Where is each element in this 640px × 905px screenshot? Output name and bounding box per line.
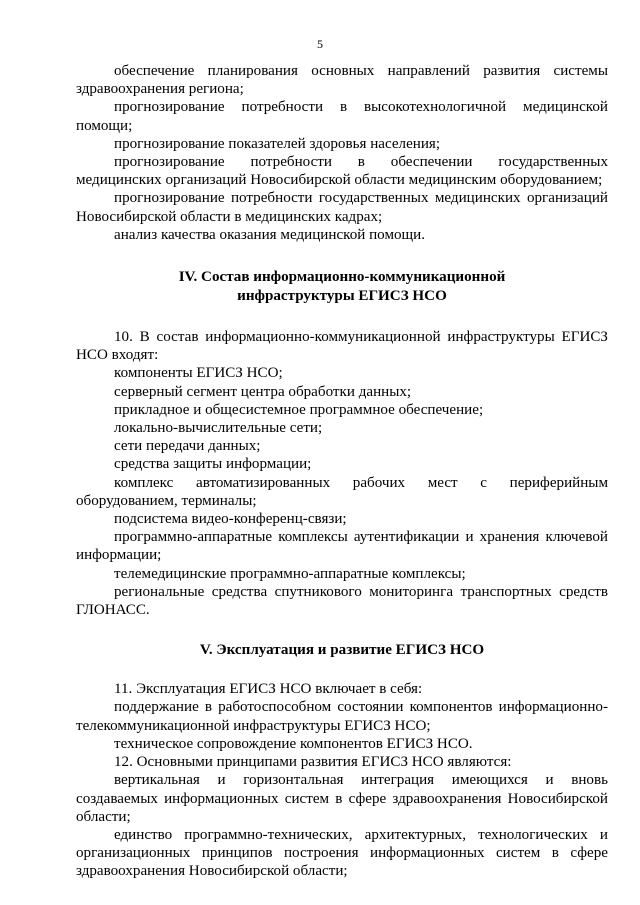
paragraph: 11. Эксплуатация ЕГИСЗ НСО включает в себя: (114, 681, 423, 698)
infrastructure-list (76, 328, 608, 619)
section-5-heading (76, 641, 608, 660)
paragraph: подсистема видео-конференц-связи; (114, 511, 347, 528)
paragraph: региональные средства спутникового мониторинга транспортных средств ГЛОНАСС. (76, 583, 608, 619)
paragraph: комплекс автоматизированных рабочих мест с периферийным оборудованием, терминалы; (76, 474, 608, 509)
paragraph: локально-вычислительные сети; (114, 420, 323, 437)
paragraph: прогнозирование потребности в обеспечении государственных медицинских организаций Новосибирской области медицинским оборудованием; (76, 154, 608, 189)
paragraph: прогнозирование потребности в высокотехнологичной медицинской помощи; (76, 99, 608, 134)
goals-list (76, 62, 608, 244)
paragraph: компоненты ЕГИСЗ НСО; (114, 365, 283, 382)
document-body (76, 62, 608, 881)
page-number: 5 (317, 37, 323, 51)
paragraph: сети передачи данных; (114, 438, 261, 455)
paragraph: программно-аппаратные комплексы аутентификации и хранения ключевой информации; (76, 529, 608, 564)
paragraph: техническое сопровождение компонентов ЕГИСЗ НСО. (114, 735, 473, 752)
section-5-title: V. Эксплуатация и развитие ЕГИСЗ НСО (199, 642, 485, 659)
paragraph: 10. В состав информационно-коммуникационной инфраструктуры ЕГИСЗ НСО входят: (76, 329, 608, 364)
paragraph: обеспечение планирования основных направлений развития системы здравоохранения региона; (76, 63, 608, 98)
section-4-title-line-2: инфраструктуры ЕГИСЗ НСО (237, 288, 447, 305)
paragraph: средства защиты информации; (114, 456, 312, 473)
section-4-title-line-1: IV. Состав информационно-коммуникационной (178, 269, 506, 286)
operation-list (76, 680, 608, 880)
paragraph: 12. Основными принципами развития ЕГИСЗ НСО являются: (114, 754, 512, 771)
paragraph: серверный сегмент центра обработки данных; (114, 383, 412, 400)
section-4-heading (76, 268, 608, 306)
paragraph: прогнозирование потребности государственных медицинских организаций Новосибирской области в медицинских кадрах; (76, 190, 608, 225)
paragraph: прикладное и общесистемное программное обеспечение; (114, 401, 484, 418)
paragraph: прогнозирование показателей здоровья населения; (114, 135, 441, 152)
paragraph: анализ качества оказания медицинской помощи. (114, 226, 426, 243)
paragraph: поддержание в работоспособном состоянии компонентов информационно-телекоммуникационной инфраструктуры ЕГИСЗ НСО; (76, 699, 608, 734)
paragraph: единство программно-технических, архитектурных, технологических и организационных принципов построения информационных систем в сфере здравоохранения Новосибирской области; (76, 826, 608, 880)
paragraph: вертикальная и горизонтальная интеграция имеющихся и вновь создаваемых информационных систем в сфере здравоохранения Новосибирской области; (76, 772, 608, 825)
paragraph: телемедицинские программно-аппаратные комплексы; (114, 565, 466, 582)
